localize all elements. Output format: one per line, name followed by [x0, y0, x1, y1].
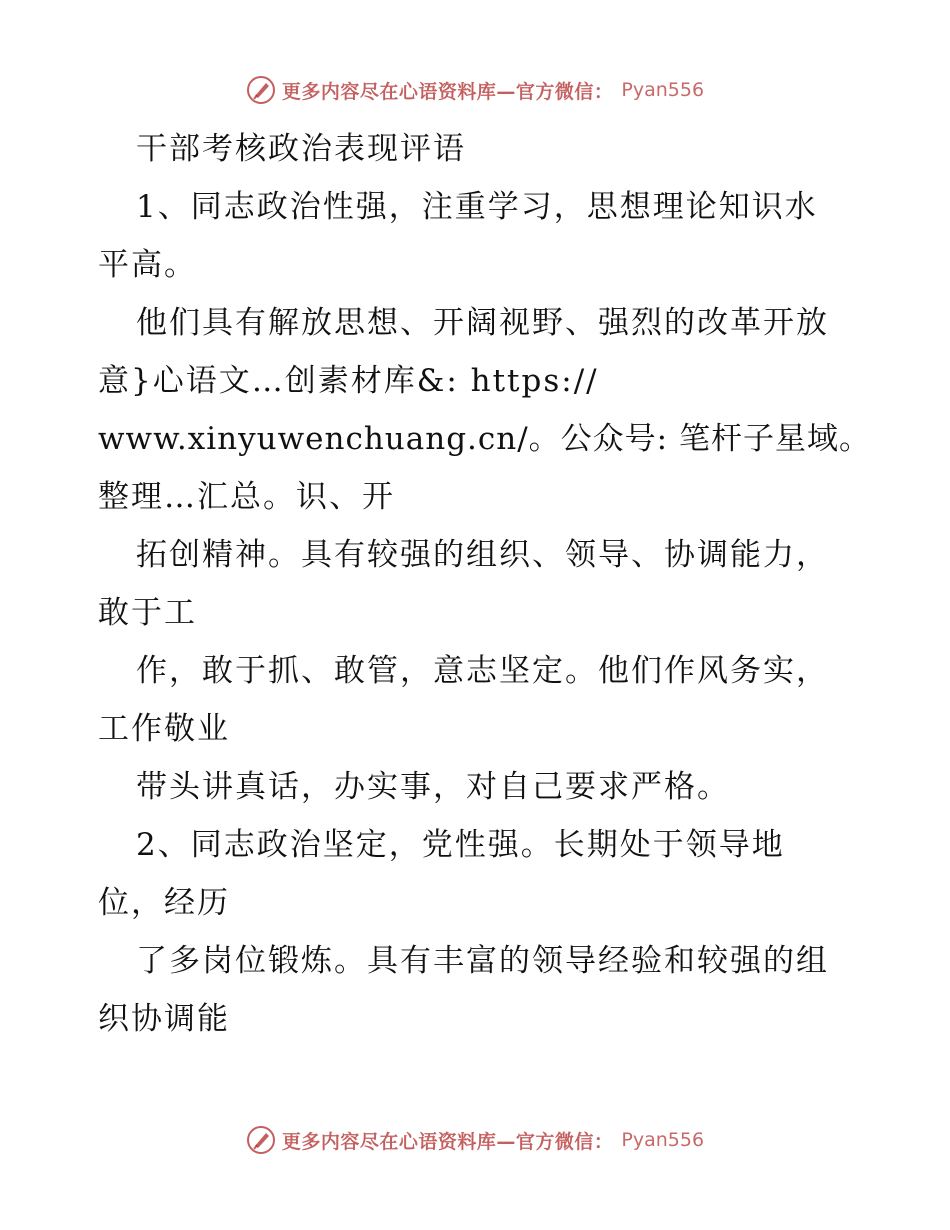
- quill-pen-logo-icon: [246, 75, 276, 105]
- paragraph-line: 拓创精神。具有较强的组织、领导、协调能力，: [136, 537, 829, 573]
- paragraph-line: 整理…汇总。识、开: [98, 479, 395, 515]
- paragraph-line: 带头讲真话，办实事，对自己要求严格。: [136, 769, 730, 805]
- footer-watermark-banner: [0, 1120, 950, 1160]
- document-body: [98, 120, 871, 1048]
- paragraph-line: 1、同志政治性强，注重学习，思想理论知识水: [136, 189, 818, 225]
- banner-text: 更多内容尽在心语资料库—官方微信：: [281, 80, 614, 103]
- paragraph-line: 位，经历: [98, 885, 230, 921]
- quill-pen-logo-icon: [246, 1125, 276, 1155]
- document-title: 干部考核政治表现评语: [136, 131, 466, 167]
- banner-wechat-id: Pyan556: [621, 1129, 705, 1151]
- paragraph-line: 他们具有解放思想、开阔视野、强烈的改革开放: [136, 305, 829, 341]
- paragraph-line: 工作敬业: [98, 711, 230, 747]
- banner-wechat-id: Pyan556: [621, 79, 705, 101]
- paragraph-line: 作，敢于抓、敢管，意志坚定。他们作风务实，: [136, 653, 829, 689]
- paragraph-line: 敢于工: [98, 595, 197, 631]
- paragraph-line: www.xinyuwenchuang.cn/。公众号: 笔杆子星域。: [98, 421, 871, 457]
- paragraph-line: 平高。: [98, 247, 197, 283]
- paragraph-line: 织协调能: [98, 1001, 230, 1037]
- paragraph-line: 了多岗位锻炼。具有丰富的领导经验和较强的组: [136, 943, 829, 979]
- banner-text: 更多内容尽在心语资料库—官方微信：: [281, 1130, 614, 1153]
- header-watermark-banner: [0, 70, 950, 110]
- paragraph-line: 意}心语文…创素材库&: https://: [98, 363, 599, 399]
- paragraph-line: 2、同志政治坚定，党性强。长期处于领导地: [136, 827, 785, 863]
